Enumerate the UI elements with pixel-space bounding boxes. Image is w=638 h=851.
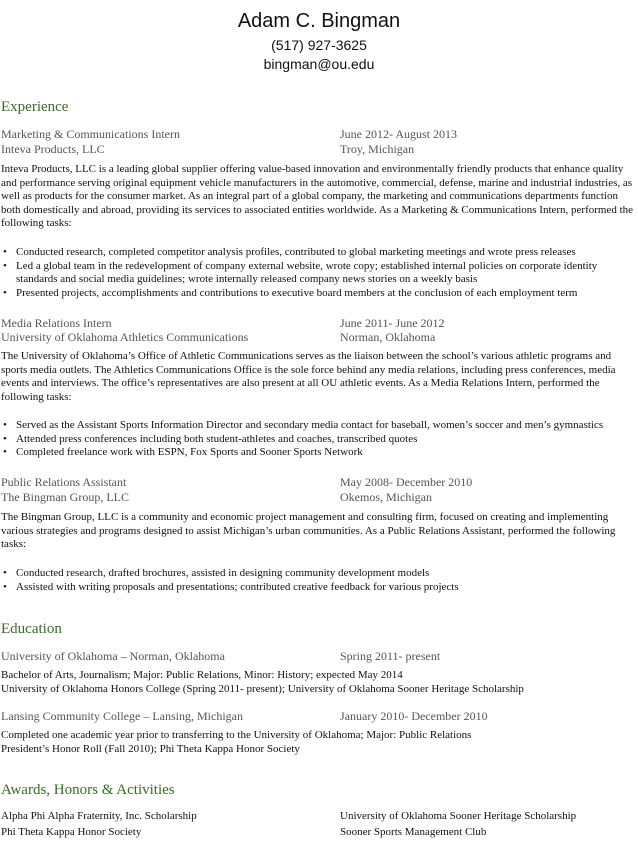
bullet-icon: • <box>3 567 7 579</box>
job-3-org-row <box>1 490 637 505</box>
school-1-line-2: University of Oklahoma Honors College (Spring 2011- present); University of Oklahoma Sooner Heritage Scholarship <box>1 683 524 695</box>
award-item: University of Oklahoma Sooner Heritage Scholarship <box>340 810 577 822</box>
bullet-icon: • <box>3 259 7 272</box>
job-title: Marketing & Communications Intern <box>1 127 180 141</box>
bullet-icon: • <box>3 419 7 431</box>
list-item: • Presented projects, accomplishments and contributions to executive board members at the conclusion of each employment term <box>3 286 578 299</box>
bullet-icon: • <box>3 246 7 258</box>
list-item: • Completed freelance work with ESPN, Fox Sports and Sooner Sports Network <box>3 446 363 459</box>
bullet-icon: • <box>3 286 7 299</box>
job-dates: June 2012- August 2013 <box>340 127 457 141</box>
job-2-description: The University of Oklahoma’s Office of Athletic Communications serves as the liaison between the school’s various athletic programs and sports media outlets. The Athletics Communications Office is the sole force behind any media relations, including press conferences, media events and interviews. The office’s representatives are also present at all OU athletic events. As a Media Relations Intern, performed the following tasks: <box>1 350 616 403</box>
award-item: Phi Theta Kappa Honor Society <box>1 826 142 838</box>
list-item: • Assisted with writing proposals and presentations; contributed creative feedback for various projects <box>3 580 459 593</box>
job-org: The Bingman Group, LLC <box>1 490 129 504</box>
school-1-row <box>1 649 637 664</box>
list-item: • Served as the Assistant Sports Information Director and secondary media contact for baseball, women’s soccer and men’s gymnastics <box>3 419 604 431</box>
awards-heading: Awards, Honors & Activities <box>1 782 175 798</box>
job-dates: May 2008- December 2010 <box>340 475 473 489</box>
job-2-org-row <box>1 330 637 345</box>
school-1-line-1: Bachelor of Arts, Journalism; Major: Public Relations, Minor: History; expected May 2014 <box>1 669 403 681</box>
experience-heading: Experience <box>1 99 69 115</box>
school-2-line-2: President’s Honor Roll (Fall 2010); Phi Theta Kappa Honor Society <box>1 743 300 755</box>
school-name: Lansing Community College – Lansing, Michigan <box>1 709 243 723</box>
school-dates: Spring 2011- present <box>340 649 441 663</box>
job-org: Inteva Products, LLC <box>1 142 105 156</box>
job-3-tasks <box>1 567 637 594</box>
list-item: • Conducted research, drafted brochures, assisted in designing community development models <box>3 567 430 579</box>
award-item: Sooner Sports Management Club <box>340 826 487 838</box>
list-item: • Attended press conferences including both student-athletes and coaches, transcribed quotes <box>3 432 418 445</box>
job-location: Okemos, Michigan <box>340 490 432 504</box>
job-title: Public Relations Assistant <box>1 475 127 489</box>
job-location: Norman, Oklahoma <box>340 330 436 344</box>
school-2-line-1: Completed one academic year prior to transferring to the University of Oklahoma; Major: Public Relations <box>1 729 472 741</box>
bullet-icon: • <box>3 580 7 593</box>
list-item: • Conducted research, completed competitor analysis profiles, contributed to global marketing meetings and wrote press releases <box>3 246 576 258</box>
school-name: University of Oklahoma – Norman, Oklahoma <box>1 649 225 663</box>
job-title: Media Relations Intern <box>1 316 112 330</box>
bullet-icon: • <box>3 446 7 459</box>
education-heading: Education <box>1 621 62 637</box>
school-dates: January 2010- December 2010 <box>340 709 488 723</box>
job-dates: June 2011- June 2012 <box>340 316 445 330</box>
job-1-description: Inteva Products, LLC is a leading global supplier offering value-based innovation and environmentally friendly products that enhance quality and performance serving original equipment vehicle manufacturers in the automotive, commercial, defense, marine and industrial industries, as well as products for the consumer market. As an integral part of a global company, the marketing and communications departments function both domestically and abroad, providing its services to associated entities worldwide. As a Marketing & Communications Intern, performed the following tasks: <box>1 163 634 230</box>
job-1-tasks <box>1 246 637 300</box>
job-1-title-row <box>1 127 637 142</box>
phone-number: (517) 927-3625 <box>271 37 367 53</box>
job-3-title-row <box>1 475 637 490</box>
resume-name: Adam C. Bingman <box>237 10 401 32</box>
award-item: Alpha Phi Alpha Fraternity, Inc. Scholarship <box>1 810 197 822</box>
job-2-tasks <box>1 419 637 460</box>
email-address: bingman@ou.edu <box>263 56 375 72</box>
school-2-row <box>1 709 637 724</box>
list-item: • Led a global team in the redevelopment of company external website, wrote copy; established internal policies on corporate identity standards and social media guidelines; wrote internally released company news stories on a weekly basis <box>3 259 598 286</box>
job-2-title-row <box>1 316 637 331</box>
job-1-org-row <box>1 142 637 157</box>
job-location: Troy, Michigan <box>340 142 415 156</box>
job-org: University of Oklahoma Athletics Communications <box>1 330 249 344</box>
bullet-icon: • <box>3 432 7 445</box>
job-3-description: The Bingman Group, LLC is a community and economic project management and consulting firm, focused on creating and implementing various strategies and programs designed to assist Michigan’s urban communities. As a Public Relations Assistant, performed the following tasks: <box>1 511 616 551</box>
